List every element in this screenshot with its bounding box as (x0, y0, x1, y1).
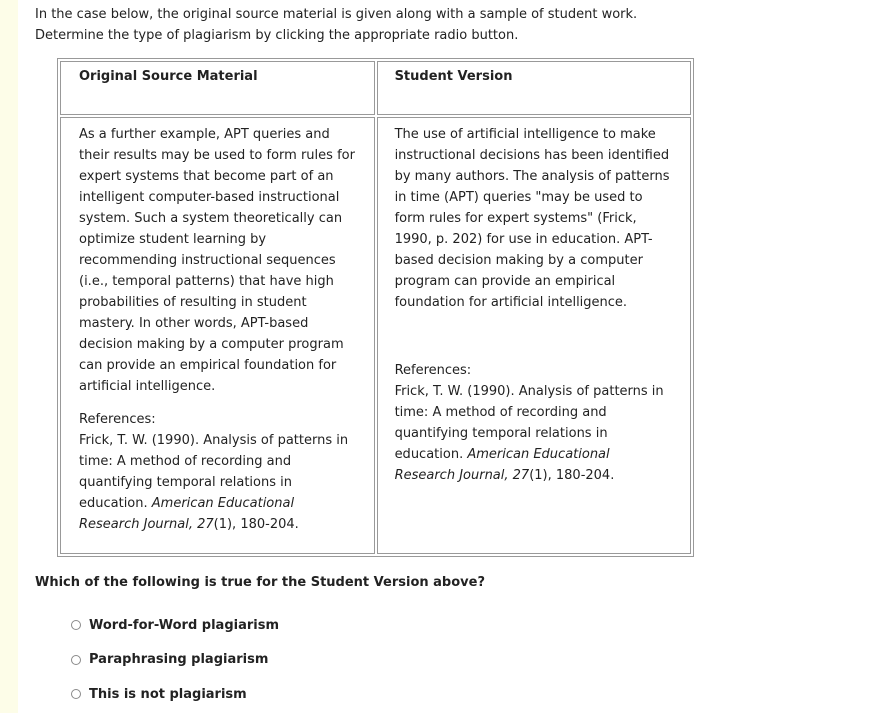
table-header-row (60, 61, 691, 115)
option-paraphrasing-label: Paraphrasing plagiarism (89, 652, 269, 668)
student-ref-citation: Frick, T. W. (1990). Analysis of patterns in time: A method of recording and quantifying temporal relations in education. American Educational Research Journal, 27(1), 180-204. (394, 384, 664, 483)
header-original-label: Original Source Material (79, 69, 258, 84)
content-area (35, 4, 855, 702)
header-original (60, 61, 375, 115)
original-ref-journal: American Educational Research Journal, 27 (79, 496, 295, 532)
student-body: The use of artificial intelligence to make instructional decisions has been identified by many authors. The analysis of patterns in time (APT) queries "may be used to form rules for expert systems" (Frick, 1990, p. 202) for use in education. APT-based decision making by a computer program can provide an empirical foundation for artificial intelligence. (394, 127, 670, 310)
instructions-line-2: Determine the type of plagiarism by clicking the appropriate radio button. (35, 28, 519, 43)
left-margin-strip (0, 0, 18, 713)
student-ref-label: References: (394, 363, 472, 378)
question-text: Which of the following is true for the Student Version above? (35, 575, 485, 590)
original-references (79, 409, 356, 535)
radio-not-plagiarism[interactable] (71, 689, 81, 699)
student-ref-journal: American Educational Research Journal, 27 (394, 447, 610, 483)
radio-paraphrasing[interactable] (71, 655, 81, 665)
option-paraphrasing[interactable] (71, 643, 279, 678)
answer-options (71, 608, 279, 712)
header-student-label: Student Version (394, 69, 513, 84)
instructions-line-1: In the case below, the original source material is given along with a sample of student work. (35, 7, 638, 22)
student-references (395, 360, 672, 486)
original-cell (60, 117, 375, 554)
option-not-plagiarism[interactable] (71, 677, 279, 712)
option-not-plagiarism-label: This is not plagiarism (89, 686, 247, 702)
option-word-for-word[interactable] (71, 608, 279, 643)
radio-word-for-word[interactable] (71, 620, 81, 630)
instructions (35, 4, 855, 46)
header-student (377, 61, 691, 115)
original-ref-citation: Frick, T. W. (1990). Analysis of patterns in time: A method of recording and quantifying temporal relations in education. American Educational Research Journal, 27(1), 180-204. (79, 433, 349, 532)
comparison-table (57, 58, 694, 557)
original-body: As a further example, APT queries and their results may be used to form rules for expert systems that become part of an intelligent computer-based instructional system. Such a system theoretically can optimize student learning by recommending instructional sequences (i.e., temporal patterns) that have high probabilities of resulting in student mastery. In other words, APT-based decision making by a computer program can provide an empirical foundation for artificial intelligence. (79, 127, 355, 394)
original-ref-label: References: (79, 412, 156, 427)
option-word-for-word-label: Word-for-Word plagiarism (89, 617, 279, 633)
student-cell (377, 117, 691, 554)
table-content-row (60, 117, 691, 554)
